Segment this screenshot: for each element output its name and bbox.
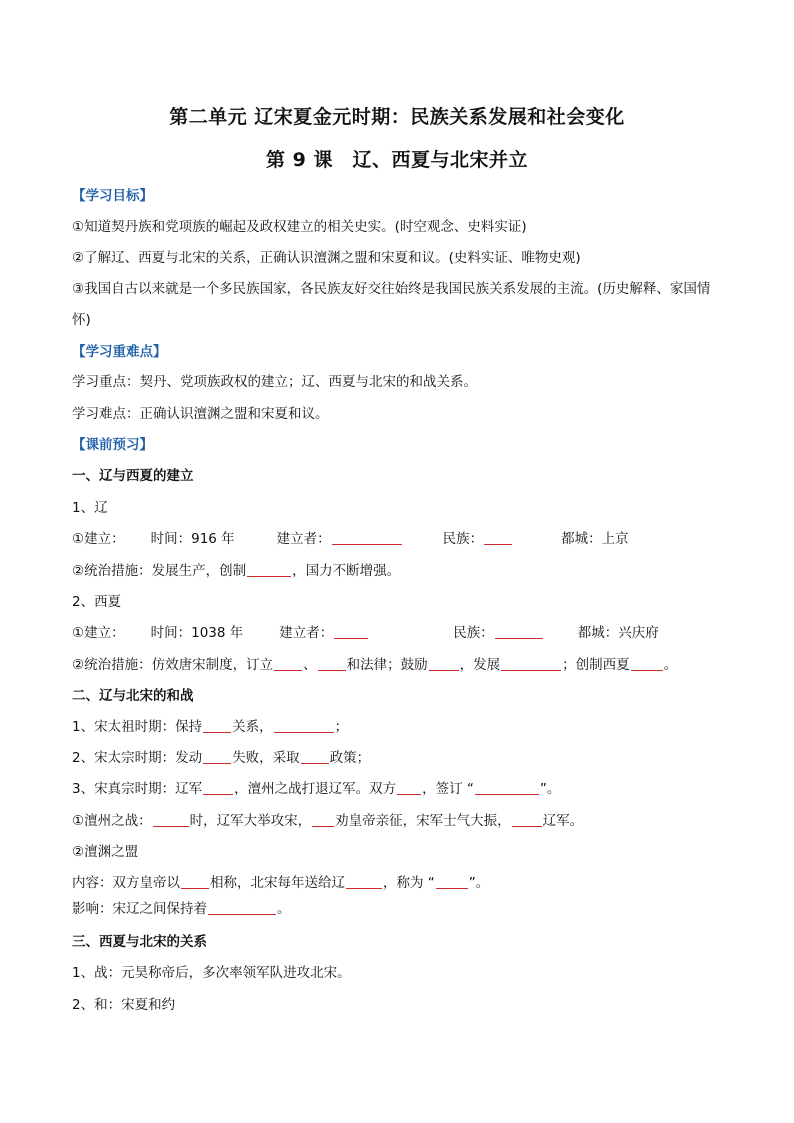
chanyuan-content-row (72, 873, 489, 893)
chanyuan-content-blank-2[interactable] (346, 874, 382, 889)
xixia-rule-row (72, 655, 677, 675)
liao-founding-label: ①建立： (72, 531, 125, 547)
key-points-heading: 【学习重难点】 (72, 344, 167, 360)
taizong-text-c: 政策； (329, 750, 371, 766)
taizong-text-a: 2、宋太宗时期：发动 (72, 750, 203, 766)
xixia-rule-blank-5[interactable] (631, 656, 663, 671)
taizong-row (72, 748, 370, 768)
chanyuan-content-text-a: 内容：双方皇帝以 (72, 875, 180, 891)
xixia-rule-text-c: 和法律；鼓励 (346, 657, 428, 673)
xixia-rule-blank-4[interactable] (501, 656, 561, 671)
chanyuan-content-text-b: 相称，北宋每年送给辽 (210, 875, 345, 891)
peace-row: 2、和：宋夏和约 (72, 997, 176, 1013)
taizong-blank-2[interactable] (301, 749, 329, 764)
zhenzong-blank-2[interactable] (397, 780, 421, 795)
liao-rule-text-a: ②统治措施：发展生产，创制 (72, 563, 247, 579)
xixia-founder-blank[interactable] (334, 624, 368, 639)
xixia-title: 2、西夏 (72, 594, 122, 610)
taizong-blank-1[interactable] (203, 749, 231, 764)
goal-item-3: ③我国自古以来就是一个多民族国家，各民族友好交往始终是我国民族关系发展的主流。(历史解释、家国情怀) (72, 281, 711, 328)
zhenzong-row (72, 779, 560, 799)
chanzhou-text-d: 辽军。 (542, 813, 584, 829)
chanyuan-impact-text-b: 。 (277, 901, 291, 917)
goals-heading: 【学习目标】 (72, 188, 153, 204)
taizu-text-c: ； (334, 719, 349, 735)
taizu-text-a: 1、宋太祖时期：保持 (72, 719, 203, 735)
xixia-founder-label: 建立者： (279, 625, 334, 641)
xixia-capital: 都城：兴庆府 (577, 625, 659, 641)
chanyuan-content-text-d: ”。 (468, 875, 490, 891)
chanyuan-impact-text-a: 影响：宋辽之间保持着 (72, 901, 207, 917)
liao-title: 1、辽 (72, 500, 108, 516)
zhenzong-text-b: ，澶州之战打退辽军。双方 (234, 781, 397, 797)
zhenzong-blank-1[interactable] (203, 780, 233, 795)
xixia-founding-row (72, 623, 659, 643)
liao-founder-label: 建立者： (276, 531, 331, 547)
xixia-rule-blank-2[interactable] (318, 656, 346, 671)
chanyuan-content-blank-3[interactable] (436, 874, 468, 889)
goal-item-1: ①知道契丹族和党项族的崛起及政权建立的相关史实。(时空观念、史料实证) (72, 219, 527, 235)
xixia-rule-text-a: ②统治措施：仿效唐宋制度，订立 (72, 657, 274, 673)
liao-rule-text-b: ，国力不断增强。 (292, 563, 401, 579)
chanzhou-text-b: 时，辽军大举攻宋， (189, 813, 312, 829)
key-difficulty: 学习难点：正确认识澶渊之盟和宋夏和议。 (72, 406, 329, 422)
preview-heading: 【课前预习】 (72, 437, 153, 453)
liao-rule-row (72, 561, 400, 581)
xixia-rule-text-b: 、 (303, 657, 317, 673)
xixia-rule-text-e: ；创制西夏 (562, 657, 630, 673)
chanyuan-impact-row (72, 899, 291, 919)
chanzhou-row (72, 811, 583, 831)
chanzhou-blank-2[interactable] (312, 812, 334, 827)
xixia-founding-label: ①建立： (72, 625, 125, 641)
chanzhou-text-a: ①澶州之战： (72, 813, 152, 829)
chanzhou-blank-3[interactable] (512, 812, 542, 827)
taizu-blank-1[interactable] (203, 718, 231, 733)
zhenzong-text-a: 3、宋真宗时期：辽军 (72, 781, 203, 797)
xixia-rule-blank-1[interactable] (274, 656, 302, 671)
xixia-time: 时间：1038 年 (150, 625, 244, 641)
xixia-ethnic-blank[interactable] (495, 624, 543, 639)
liao-capital: 都城：上京 (561, 531, 629, 547)
liao-time: 时间：916 年 (150, 531, 235, 547)
key-focus: 学习重点：契丹、党项族政权的建立；辽、西夏与北宋的和战关系。 (72, 374, 477, 390)
taizu-blank-2[interactable] (274, 718, 334, 733)
chanzhou-blank-1[interactable] (153, 812, 189, 827)
zhenzong-text-c: ，签订 “ (422, 781, 474, 797)
liao-ethnic-label: 民族： (442, 531, 484, 547)
zhenzong-text-d: ”。 (539, 781, 561, 797)
liao-rule-blank[interactable] (247, 562, 291, 577)
taizu-text-b: 关系， (232, 719, 273, 735)
section-1-title: 一、辽与西夏的建立 (72, 468, 194, 484)
liao-ethnic-blank[interactable] (484, 530, 512, 545)
chanzhou-text-c: 劝皇帝亲征，宋军士气大振， (335, 813, 511, 829)
goal-item-2: ②了解辽、西夏与北宋的关系，正确认识澶渊之盟和宋夏和议。(史料实证、唯物史观) (72, 250, 581, 266)
liao-founding-row (72, 529, 629, 549)
xixia-ethnic-label: 民族： (453, 625, 494, 641)
zhenzong-blank-3[interactable] (475, 780, 539, 795)
chanyuan-impact-blank[interactable] (208, 900, 276, 915)
chanyuan-title: ②澶渊之盟 (72, 844, 139, 860)
liao-founder-blank[interactable] (332, 530, 402, 545)
lesson-title: 第 9 课 辽、西夏与北宋并立 (266, 149, 528, 171)
chanyuan-content-blank-1[interactable] (181, 874, 209, 889)
section-3-title: 三、西夏与北宋的关系 (72, 934, 207, 950)
xixia-rule-blank-3[interactable] (429, 656, 459, 671)
taizu-row (72, 717, 348, 737)
chanyuan-content-text-c: ，称为 “ (383, 875, 435, 891)
unit-title: 第二单元 辽宋夏金元时期：民族关系发展和社会变化 (169, 106, 625, 128)
section-2-title: 二、辽与北宋的和战 (72, 688, 194, 704)
war-row: 1、战：元昊称帝后，多次率领军队进攻北宋。 (72, 965, 351, 981)
xixia-rule-text-d: ，发展 (459, 657, 501, 673)
taizong-text-b: 失败，采取 (232, 750, 300, 766)
xixia-rule-text-f: 。 (663, 657, 678, 673)
